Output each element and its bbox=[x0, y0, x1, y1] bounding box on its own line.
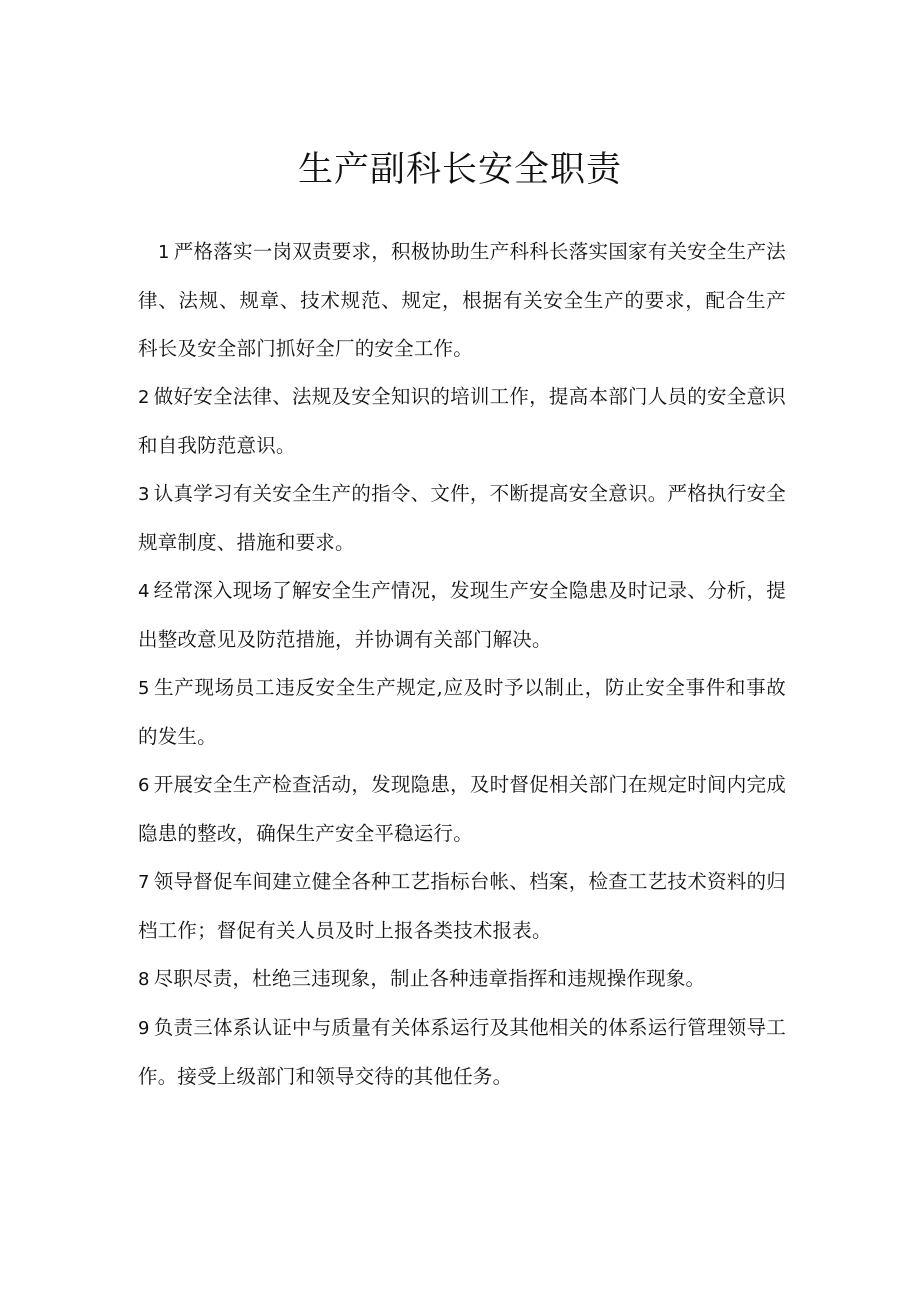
duty-item-9 bbox=[138, 1004, 786, 1101]
item-text: 做好安全法律、法规及安全知识的培训工作，提高本部门人员的安全意识和自我防范意识。 bbox=[138, 385, 786, 457]
duty-item-5 bbox=[138, 664, 786, 761]
item-number: 2 bbox=[138, 387, 150, 408]
item-text: 生产现场员工违反安全生产规定,应及时予以制止，防止安全事件和事故的发生。 bbox=[138, 676, 786, 748]
item-number: 6 bbox=[138, 775, 150, 796]
item-text: 开展安全生产检查活动，发现隐患，及时督促相关部门在规定时间内完成隐患的整改，确保生产安全平稳运行。 bbox=[138, 773, 786, 845]
item-text: 尽职尽责，杜绝三违现象，制止各种违章指挥和违规操作现象。 bbox=[153, 967, 706, 990]
duty-item-8 bbox=[138, 955, 786, 1004]
item-number: 5 bbox=[138, 678, 150, 699]
duty-item-3 bbox=[138, 470, 786, 567]
item-number: 8 bbox=[138, 969, 150, 990]
item-text: 负责三体系认证中与质量有关体系运行及其他相关的体系运行管理领导工作。接受上级部门和领导交待的其他任务。 bbox=[138, 1016, 786, 1088]
item-number: 4 bbox=[138, 581, 150, 602]
page-title: 生产副科长安全职责 bbox=[297, 150, 622, 190]
item-text: 经常深入现场了解安全生产情况，发现生产安全隐患及时记录、分析，提出整改意见及防范措施，并协调有关部门解决。 bbox=[138, 579, 786, 651]
item-number: 9 bbox=[138, 1018, 150, 1039]
item-text: 严格落实一岗双责要求，积极协助生产科科长落实国家有关安全生产法律、法规、规章、技术规范、规定，根据有关安全生产的要求，配合生产科长及安全部门抓好全厂的安全工作。 bbox=[138, 240, 786, 360]
item-number: 1 bbox=[158, 242, 170, 263]
item-text: 认真学习有关安全生产的指令、文件，不断提高安全意识。严格执行安全规章制度、措施和要求。 bbox=[138, 482, 786, 554]
document-body bbox=[138, 228, 786, 1101]
duty-item-2 bbox=[138, 373, 786, 470]
item-number: 3 bbox=[138, 484, 150, 505]
item-number: 7 bbox=[138, 872, 150, 893]
duty-item-7 bbox=[138, 858, 786, 955]
duty-item-4 bbox=[138, 567, 786, 664]
duty-item-1 bbox=[138, 228, 786, 373]
duty-item-6 bbox=[138, 761, 786, 858]
item-text: 领导督促车间建立健全各种工艺指标台帐、档案，检查工艺技术资料的归档工作；督促有关人员及时上报各类技术报表。 bbox=[138, 870, 786, 942]
